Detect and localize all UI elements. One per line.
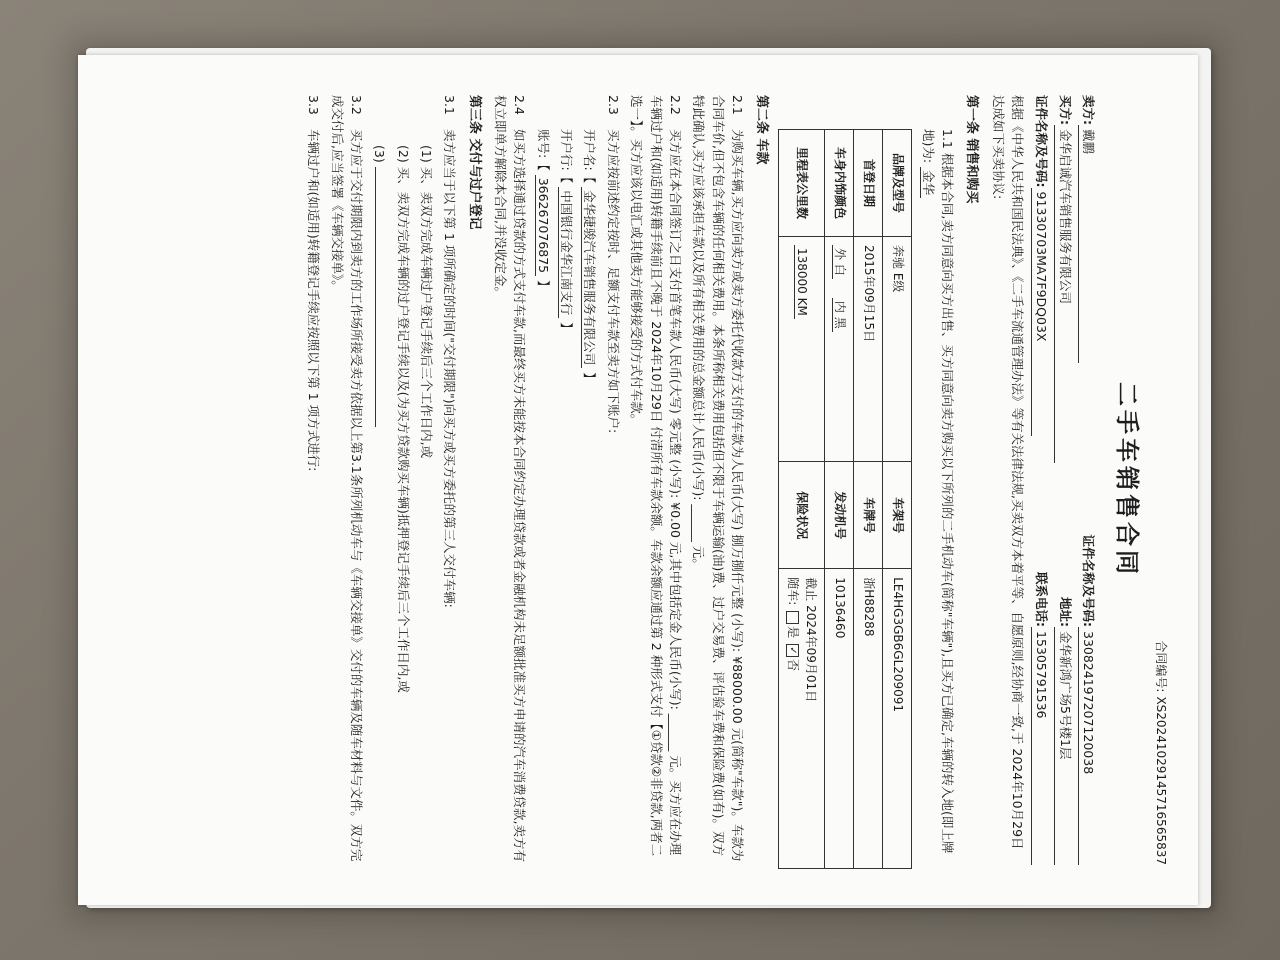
clause-3-1-number: 3.1: [442, 95, 458, 115]
seller-value: 戴鹏: [1078, 125, 1098, 363]
clause-3-1-option-3-text: (3): [372, 145, 388, 163]
seller-id-label: 证件名称及号码:: [1081, 534, 1097, 627]
vehicle-table: [778, 129, 912, 869]
account-name-label: 开户名:: [582, 129, 598, 171]
buyer-phone-value: 15305791536: [1031, 627, 1051, 865]
insurance-with-car: [783, 577, 802, 860]
first-registration-value: 2015年09月15日: [854, 237, 883, 462]
vin-header: 车架号: [883, 462, 912, 569]
buyer-label: 买方:: [1057, 95, 1073, 125]
brand-model-value: 奔驰 E级: [883, 237, 912, 462]
buyer-value: 金华启诚汽车销售服务有限公司: [1054, 125, 1074, 463]
clause-3-2-text: 买方应于交付期限内到卖方的工作场所接受卖方依据以上第3.1条所列机动车与《车辆交接单》交付的车辆及随车材料与文件。双方完成交付后,应当签署《车辆交接单》。: [329, 95, 364, 862]
clause-1-1: [918, 95, 957, 865]
contract-title: 二手车销售合同: [1113, 382, 1142, 578]
yes-label: 是: [785, 626, 800, 639]
brand-model-header: 品牌及型号: [883, 130, 912, 237]
intro-paragraph: 根据《中华人民共和国民法典》、《二手车流通管理办法》等有关法律法规,买卖双方本着平等、自愿原则,经协商一致,于 2024年10月29日 达成如下买卖协议:: [990, 95, 1026, 850]
clause-2-4-number: 2.4: [512, 95, 528, 115]
account-number-row: 账号:【 366267076875 】: [535, 129, 551, 293]
first-registration-header: 首登日期: [854, 130, 883, 237]
seller-label: 卖方:: [1081, 95, 1097, 125]
clause-2-3: [604, 95, 623, 865]
color-value: [825, 237, 854, 462]
no-label: 否: [785, 658, 800, 671]
account-number-label: 账号:: [535, 129, 551, 159]
clause-2-1-number: 2.1: [730, 95, 746, 115]
seller-row: [1078, 95, 1098, 865]
buyer-id-row: [1031, 95, 1051, 865]
clause-2-1-text: 为购买车辆,买方应向卖方或卖方委托代收款方支付的车款为人民币(大写) 捌万捌仟元整 (小写): ¥88000.00 元(简称"车款")。车款为合同车价,但不包含车辆的任何相关费用。本条所称相关费用包括但不限于车辆运输(油)费、过户交易费、评估验车费和保险费(如有)。双方特此确认,买方应该承担车款以及所有相关费用的总金额总计人民币(小写): ______ 元。: [691, 95, 746, 862]
clause-2-2: [627, 95, 685, 865]
table-row: [883, 130, 912, 869]
color-header: 车身内饰颜色: [825, 130, 854, 237]
contract-number-value: XS20241029145716565837: [1154, 696, 1168, 865]
clause-3-1-text: 卖方应当于以下第 1 项所确定的时间("交付期限")向买方或买方委托的第三人交付车辆:: [442, 129, 458, 608]
insurance-expiry: 截止 2024年09月01日: [804, 577, 819, 703]
clause-2-2-text: 买方应在本合同签订之日支付首笔车款人民币(大写) 零元整 (小写): ¥0.00 元,其中包括定金人民币(小写): ______ 元。买方应在办理车辆过户和(如适用)转籍手续前且不晚于 2024年10月29日 付清所有车款余额。车款余额应通过第 2 种形式支付【①贷款②非贷款,两者二选一】。买方应该以电汇或其他卖方能够接受的方式付车款。: [629, 95, 683, 857]
clause-1-1-place: 金华: [920, 167, 936, 198]
account-name-row: 开户名:【 金华捷骏汽车销售服务有限公司 】: [582, 129, 598, 385]
contract-number: [1151, 95, 1170, 865]
exterior-color: 外 白: [832, 245, 847, 279]
table-row: [779, 130, 825, 869]
mileage-header: 里程表公里数: [779, 130, 825, 237]
vin-value: LE4HG3GB6GL209091: [883, 569, 912, 869]
clause-2-4: [491, 95, 530, 865]
no-checkbox-checked[interactable]: ✓: [786, 644, 799, 657]
clause-3-1-option-2: (2) 买、卖双方完成车辆的过户登记手续以及(为买方贷款购买车辆)抵押登记手续后三个工作日内,或: [395, 145, 411, 693]
clause-2-1: [689, 95, 747, 865]
account-bank-row: 开户行:【 中国银行金华江南支行 】: [559, 129, 575, 335]
table-row: [854, 130, 883, 869]
contract-number-label: 合同编号:: [1154, 640, 1168, 693]
account-name-value: 金华捷骏汽车销售服务有限公司: [582, 187, 598, 368]
plate-header: 车牌号: [854, 462, 883, 569]
seller-id-value: 330824197207120038: [1078, 627, 1098, 865]
clause-3-1-option-1: (1) 买、卖双方完成车辆过户登记手续后三个工作日内,或: [419, 145, 435, 459]
insurance-value: [779, 569, 825, 869]
account-bank-value: 中国银行金华江南支行: [558, 187, 574, 318]
article-1-heading: 第一条 销售和购买: [964, 95, 980, 204]
table-row: [825, 130, 854, 869]
clause-2-3-number: 2.3: [605, 95, 621, 115]
clause-2-2-number: 2.2: [668, 95, 683, 115]
clause-1-1-text: 1.1 根据本合同,卖方同意向买方出售、买方同意向卖方购买以下所列的二手机动车(简称"车辆"),且买方已确定,车辆的转入地(即上牌地)为:: [920, 129, 956, 854]
buyer-row: [1054, 95, 1074, 865]
clause-3-1-option-3-blank: [375, 167, 376, 427]
account-number-value: 366267076875: [535, 175, 551, 276]
insurance-header: 保险状况: [779, 462, 825, 569]
contract-document: [78, 55, 1198, 905]
clause-3-2: [327, 95, 366, 865]
buyer-address-label: 地址:: [1057, 597, 1073, 627]
engine-value: 10136460: [825, 569, 854, 869]
clause-2-3-text: 买方应按前述约定按时、足额支付车款至卖方如下账户:: [605, 129, 621, 434]
buyer-phone-label: 联系电话:: [1034, 572, 1050, 627]
article-2-heading: 第二条 车款: [754, 95, 770, 165]
article-3-heading: 第三条 交付与过户登记: [466, 95, 482, 230]
clause-3-2-number: 3.2: [348, 95, 364, 115]
contract-sheet: [78, 55, 1198, 905]
with-car-label: 随车:: [785, 577, 800, 606]
clause-3-1: [440, 95, 459, 865]
interior-color: 内 黑: [832, 298, 847, 332]
buyer-id-label: 证件名称及号码:: [1034, 95, 1050, 188]
mileage-text: 138000 KM: [794, 245, 809, 319]
clause-3-3: [304, 95, 323, 865]
yes-checkbox[interactable]: [786, 611, 799, 624]
mileage-value: [779, 237, 825, 462]
account-bank-label: 开户行:: [559, 129, 575, 171]
clause-3-3-text: 车辆过户和(如适用)转籍登记手续应按照以下第 1 项方式进行:: [306, 129, 322, 472]
clause-3-1-option-3: [370, 95, 389, 865]
clause-3-3-number: 3.3: [306, 95, 322, 115]
buyer-address-value: 金华新鸿广场5号楼1层: [1054, 627, 1074, 865]
buyer-id-value: 91330703MA7F9DQ03X: [1031, 188, 1051, 436]
engine-header: 发动机号: [825, 462, 854, 569]
clause-2-4-text: 如买方选择通过贷款的方式支付车款,而最终买方未能按本合同约定办理贷款或者金融机构未足额批准买方申请的汽车消费贷款,卖方有权立即单方解除本合同,并没收定金。: [493, 95, 528, 862]
plate-value: 浙H88288: [854, 569, 883, 869]
